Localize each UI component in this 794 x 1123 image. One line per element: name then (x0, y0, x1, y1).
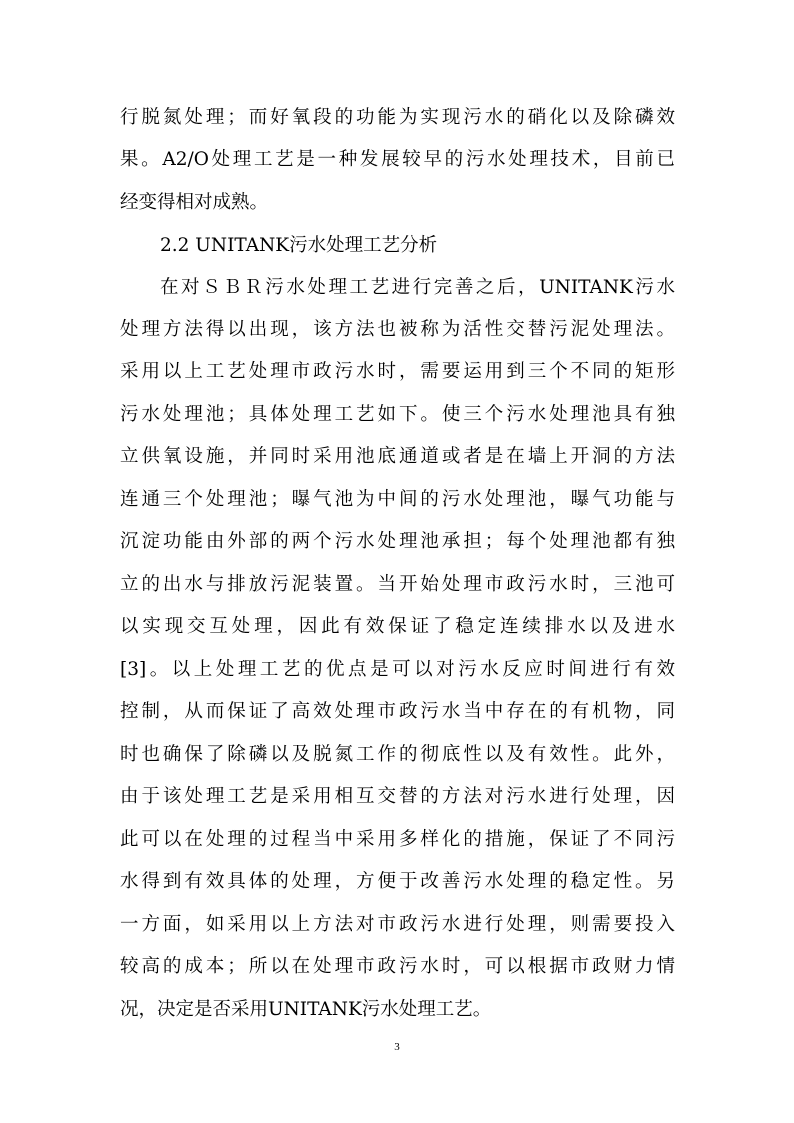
paragraph-line: 控制，从而保证了高效处理市政污水当中存在的有机物，同 (120, 701, 675, 722)
paragraph-line: 水得到有效具体的处理，方便于改善污水处理的稳定性。另 (120, 871, 675, 892)
paragraph-line: 污水处理池；具体处理工艺如下。使三个污水处理池具有独 (120, 404, 675, 425)
paragraph-line: 由于该处理工艺是采用相互交替的方法对污水进行处理，因 (120, 786, 675, 807)
text-line: 行脱氮处理；而好氧段的功能为实现污水的硝化以及除磷效 (120, 107, 675, 128)
paragraph-line: 时也确保了除磷以及脱氮工作的彻底性以及有效性。此外， (120, 744, 675, 765)
paragraph-line: 以实现交互处理，因此有效保证了稳定连续排水以及进水 (120, 616, 675, 637)
page-number: 3 (394, 1041, 400, 1053)
paragraph-line: 一方面，如采用以上方法对市政污水进行处理，则需要投入 (120, 914, 675, 935)
paragraph-line: 在对ＳＢＲ污水处理工艺进行完善之后，UNITANK污水 (160, 277, 675, 298)
paragraph-line: 较高的成本；所以在处理市政污水时，可以根据市政财力情 (120, 956, 675, 977)
paragraph-line: 此可以在处理的过程当中采用多样化的措施，保证了不同污 (120, 829, 675, 850)
paragraph-line: 立供氧设施，并同时采用池底通道或者是在墙上开洞的方法 (120, 446, 675, 467)
section-heading: 2.2 UNITANK污水处理工艺分析 (160, 235, 438, 256)
paragraph-line: [3]。以上处理工艺的优点是可以对污水反应时间进行有效 (120, 659, 675, 680)
paragraph-line: 连通三个处理池；曝气池为中间的污水处理池，曝气功能与 (120, 489, 675, 510)
paragraph-line: 采用以上工艺处理市政污水时，需要运用到三个不同的矩形 (120, 361, 675, 382)
text-line: 经变得相对成熟。 (120, 192, 269, 213)
paragraph-line: 立的出水与排放污泥装置。当开始处理市政污水时，三池可 (120, 574, 675, 595)
paragraph-line: 处理方法得以出现，该方法也被称为活性交替污泥处理法。 (120, 319, 675, 340)
paragraph-line: 沉淀功能由外部的两个污水处理池承担；每个处理池都有独 (120, 531, 675, 552)
text-line: 果。A2/O处理工艺是一种发展较早的污水处理技术，目前已 (120, 149, 675, 170)
paragraph-line: 况，决定是否采用UNITANK污水处理工艺。 (120, 999, 492, 1020)
